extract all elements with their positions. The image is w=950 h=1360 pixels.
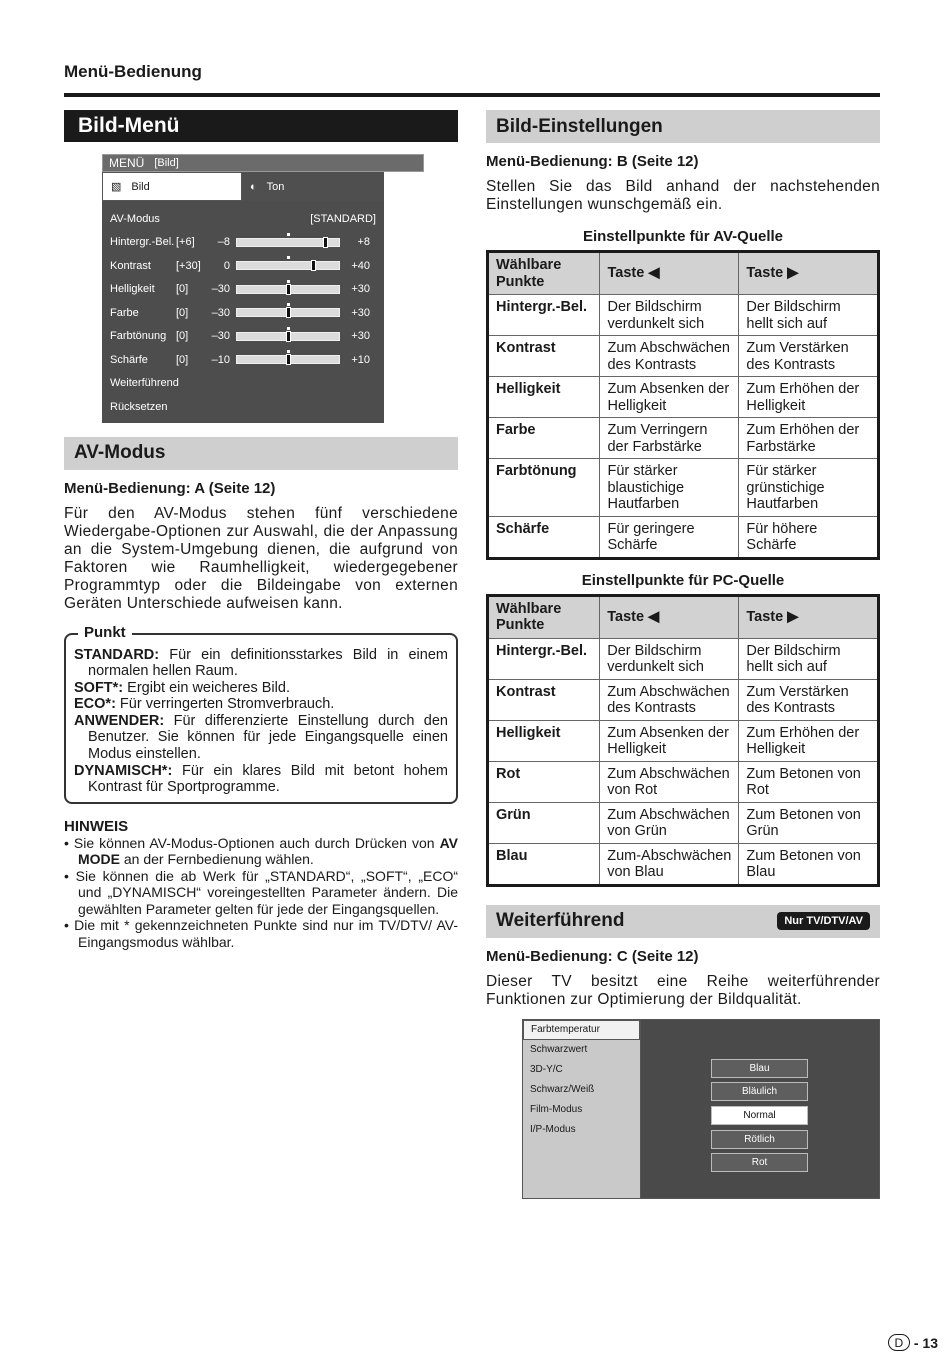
hinweis-b1-pre: Sie können AV-Modus-Optionen auch durch Drücken von	[73, 834, 440, 851]
tv-setting-label: Kontrast	[110, 259, 151, 272]
table-cell: Rot	[488, 761, 600, 802]
table-row	[488, 761, 879, 802]
tv-setting-row	[110, 325, 376, 349]
tv-setting-bar	[236, 285, 340, 294]
tv-setting-value: [0]	[176, 353, 189, 366]
tab-bild-label: Bild	[131, 180, 150, 193]
table-row	[488, 802, 879, 843]
header-rule	[64, 93, 880, 97]
tv-setting-value: [0]	[176, 330, 189, 343]
tab-ton	[242, 172, 384, 201]
table-cell: Farbtönung	[488, 459, 600, 517]
bild-einstellungen-title-text: Bild-Einstellungen	[496, 115, 663, 137]
tv-menu-screenshot	[102, 154, 424, 423]
weiterfuehrend-menu-screenshot	[522, 1019, 880, 1199]
hinweis-b1-post: an der Fernbedienung wählen.	[120, 851, 314, 868]
tv-setting-value: [+6]	[176, 236, 195, 249]
tv-setting-knob	[286, 307, 291, 318]
punkt-item-text: Für ein klares Bild mit betont hohem Kontrast für Sportprogramme.	[88, 762, 448, 796]
table-pc	[486, 594, 880, 887]
weiter-menu-option: Blau	[711, 1059, 808, 1078]
tv-setting-center-mark	[287, 350, 290, 353]
table-cell: Kontrast	[488, 679, 600, 720]
tv-setting-bar	[236, 261, 340, 270]
tv-setting-row	[110, 301, 376, 325]
table-row	[488, 720, 879, 761]
tv-setting-knob	[286, 354, 291, 365]
table-header-cell: Taste ◀	[600, 595, 739, 638]
table-cell: Schärfe	[488, 516, 600, 558]
hinweis-b1-bold: AV MODE	[78, 834, 458, 868]
punkt-item-key: ECO*:	[74, 696, 116, 713]
punkt-item	[74, 696, 448, 713]
weiterfuehrend-sub: Menü-Bedienung: C (Seite 12)	[486, 947, 699, 965]
weiter-menu-item: Schwarzwert	[530, 1044, 588, 1055]
tv-setting-bar	[236, 238, 340, 247]
table-cell: Der Bildschirm hellt sich auf	[739, 295, 879, 336]
table-row	[488, 459, 879, 517]
right-column	[486, 110, 880, 1199]
table-cell: Zum Verstärken des Kontrasts	[739, 336, 879, 377]
table-row	[488, 336, 879, 377]
hinweis-bullet-2: • Sie können die ab Werk für „STANDARD“, „SOFT“, „ECO“ und „DYNAMISCH“ voreingestellten Parameter ändern. Die gewählten Parameter gelten für jede der Eingangsquellen.	[64, 867, 458, 917]
table-cell: Zum Abschwächen von Grün	[600, 802, 739, 843]
table-cell: Hintergr.-Bel.	[488, 638, 600, 679]
table-header-cell: Taste ◀	[600, 252, 739, 295]
table-cell: Der Bildschirm hellt sich auf	[739, 638, 879, 679]
punkt-item-key: SOFT*:	[74, 679, 124, 696]
region-circle-icon: D	[888, 1334, 910, 1351]
table-cell: Für stärker grünstichige Hautfarben	[739, 459, 879, 517]
hinweis-bullet-1: • Sie können AV-Modus-Optionen auch durch Drücken von AV MODE an der Fernbedienung wählen.	[64, 834, 458, 868]
tv-setting-value: [0]	[176, 283, 189, 296]
weiter-menu-option: Rötlich	[711, 1130, 808, 1149]
punkt-box	[64, 623, 458, 804]
tv-setting-center-mark	[287, 327, 290, 330]
table-cell: Farbe	[488, 418, 600, 459]
table-row	[488, 638, 879, 679]
weiterfuehrend-title	[486, 905, 880, 938]
tv-setting-knob	[286, 284, 291, 295]
table-header-cell: Taste ▶	[739, 595, 879, 638]
punkt-item	[74, 763, 448, 796]
weiterfuehrend-row: Weiterführend	[110, 377, 179, 390]
table-cell: Zum-Abschwächen von Blau	[600, 843, 739, 885]
table-cell: Zum Abschwächen des Kontrasts	[600, 336, 739, 377]
tv-setting-min: –30	[211, 306, 230, 319]
table-cell: Für stärker blaustichige Hautfarben	[600, 459, 739, 517]
table-row	[488, 377, 879, 418]
table-cell: Zum Abschwächen von Rot	[600, 761, 739, 802]
hinweis-title: HINWEIS	[64, 817, 129, 835]
punkt-title: Punkt	[78, 624, 132, 641]
page-number	[888, 1334, 938, 1351]
tv-setting-center-mark	[287, 303, 290, 306]
table-cell: Helligkeit	[488, 720, 600, 761]
av-modus-sub: Menü-Bedienung: A (Seite 12)	[64, 479, 276, 497]
left-column	[64, 110, 458, 950]
tab-bild	[102, 172, 242, 201]
table-cell: Zum Erhöhen der Farbstärke	[739, 418, 879, 459]
table-cell: Blau	[488, 843, 600, 885]
tv-setting-center-mark	[287, 280, 290, 283]
tv-setting-min: –10	[211, 353, 230, 366]
weiterfuehrend-title-text: Weiterführend	[496, 910, 625, 931]
tv-only-badge: Nur TV/DTV/AV	[777, 912, 870, 930]
table-cell: Zum Verringern der Farbstärke	[600, 418, 739, 459]
table-cell: Zum Betonen von Rot	[739, 761, 879, 802]
table-cell: Zum Absenken der Helligkeit	[600, 377, 739, 418]
tv-setting-bar	[236, 308, 340, 317]
tv-setting-row	[110, 278, 376, 302]
punkt-item	[74, 713, 448, 763]
tv-setting-row	[110, 348, 376, 372]
weiterfuehrend-para: Dieser TV besitzt eine Reihe weiterführender Funktionen zur Optimierung der Bildqualität.	[486, 972, 880, 1008]
weiter-menu-item: 3D-Y/C	[530, 1064, 563, 1075]
tv-setting-value: [+30]	[176, 259, 201, 272]
tv-setting-knob	[311, 260, 316, 271]
weiterfuehrend-menu-list	[523, 1020, 641, 1198]
tv-setting-min: 0	[223, 259, 230, 272]
tv-menu-sub: [Bild]	[154, 157, 179, 169]
table-cell: Helligkeit	[488, 377, 600, 418]
page-header: Menü-Bedienung	[64, 62, 202, 81]
table-cell: Für geringere Schärfe	[600, 516, 739, 558]
av-modus-value: [STANDARD]	[310, 212, 376, 225]
tv-setting-knob	[323, 237, 328, 248]
tv-setting-max: +10	[351, 353, 370, 366]
punkt-item	[74, 647, 448, 680]
punkt-item-text: Für verringerten Stromverbrauch.	[115, 696, 335, 713]
tv-setting-min: –30	[211, 283, 230, 296]
weiter-menu-item: I/P-Modus	[530, 1124, 576, 1135]
bild-einstellungen-para: Stellen Sie das Bild anhand der nachstehenden Einstellungen wunschgemäß ein.	[486, 178, 880, 213]
table-cell: Für höhere Schärfe	[739, 516, 879, 558]
weiter-menu-option: Bläulich	[711, 1082, 808, 1101]
table-cell: Zum Betonen von Blau	[739, 843, 879, 885]
tv-menu-label: MENÜ	[109, 156, 145, 170]
tv-setting-row	[110, 254, 376, 278]
ruecksetzen-row: Rücksetzen	[110, 400, 168, 413]
tv-menu-topbar	[102, 154, 424, 172]
tv-setting-label: Helligkeit	[110, 283, 155, 296]
hinweis-b3: Die mit * gekennzeichneten Punkte sind nur im TV/DTV/ AV-Eingangsmodus wählbar.	[74, 917, 458, 950]
tv-menu-tabs	[102, 172, 424, 201]
table-av	[486, 250, 880, 560]
table-row	[488, 679, 879, 720]
table-cell: Der Bildschirm verdunkelt sich	[600, 638, 739, 679]
av-modus-title	[64, 437, 458, 470]
table-cell: Zum Verstärken des Kontrasts	[739, 679, 879, 720]
picture-icon: ▧	[111, 181, 122, 193]
punkt-item-text: Für differenzierte Einstellung durch den Benutzer. Sie können für jede Eingangsquelle einen Modus einstellen.	[88, 712, 448, 763]
tv-setting-bar	[236, 355, 340, 364]
tv-setting-label: Schärfe	[110, 353, 148, 366]
table-cell: Zum Abschwächen des Kontrasts	[600, 679, 739, 720]
table-cell: Kontrast	[488, 336, 600, 377]
hinweis-bullet-3: • Die mit * gekennzeichneten Punkte sind nur im TV/DTV/ AV-Eingangsmodus wählbar.	[64, 917, 458, 950]
tv-setting-value: [0]	[176, 306, 189, 319]
punkt-item-key: STANDARD:	[74, 646, 160, 663]
page-number-text: - 13	[913, 1334, 938, 1351]
tab-ton-label: Ton	[266, 180, 285, 193]
table-row	[488, 295, 879, 336]
tv-setting-max: +30	[351, 283, 370, 296]
punkt-item-key: ANWENDER:	[74, 712, 165, 729]
tv-setting-min: –8	[217, 236, 230, 249]
tv-setting-max: +8	[357, 236, 370, 249]
table-pc-caption: Einstellpunkte für PC-Quelle	[581, 571, 785, 589]
tv-setting-center-mark	[287, 256, 290, 259]
tv-setting-max: +40	[351, 259, 370, 272]
tv-setting-max: +30	[351, 330, 370, 343]
table-header-cell: Wählbare Punkte	[488, 595, 600, 638]
table-header-cell: Wählbare Punkte	[488, 252, 600, 295]
punkt-item-key: DYNAMISCH*:	[74, 762, 173, 779]
weiter-menu-item: Film-Modus	[530, 1104, 583, 1115]
punkt-item	[74, 680, 448, 697]
tv-menu-body	[102, 201, 384, 423]
table-cell: Der Bildschirm verdunkelt sich	[600, 295, 739, 336]
tv-setting-knob	[286, 331, 291, 342]
tv-setting-label: Farbtönung	[110, 330, 167, 343]
weiter-menu-option: Normal	[711, 1106, 808, 1125]
weiter-menu-item: Schwarz/Weiß	[530, 1084, 595, 1095]
av-modus-para: Für den AV-Modus stehen fünf verschiedene Wiedergabe-Optionen zur Auswahl, die der Anpassung an die System-Umgebung dienen, die aufgrund von Faktoren wie Raumhelligkeit, wiedergegebener Programmtyp oder die Bildeingabe von externen Geräten Unterschiede aufweisen kann.	[64, 504, 458, 612]
av-modus-row	[110, 207, 376, 231]
table-cell: Hintergr.-Bel.	[488, 295, 600, 336]
table-row	[488, 418, 879, 459]
weiter-menu-item: Farbtemperatur	[523, 1020, 640, 1040]
table-av-caption: Einstellpunkte für AV-Quelle	[582, 228, 784, 245]
table-cell: Zum Betonen von Grün	[739, 802, 879, 843]
bild-einstellungen-sub: Menü-Bedienung: B (Seite 12)	[486, 153, 699, 170]
punkt-item-text: Für ein definitionsstarkes Bild in einem normalen hellen Raum.	[88, 646, 448, 680]
av-modus-title-text: AV-Modus	[74, 442, 166, 463]
tv-setting-label: Farbe	[110, 306, 139, 319]
bild-einstellungen-title	[486, 110, 880, 143]
table-cell: Grün	[488, 802, 600, 843]
tv-setting-min: –30	[211, 330, 230, 343]
table-row	[488, 516, 879, 558]
av-modus-label: AV-Modus	[110, 212, 160, 225]
hinweis-b2: Sie können die ab Werk für „STANDARD“, „SOFT“, „ECO“ und „DYNAMISCH“ voreingestellten Parameter ändern. Die gewählten Parameter gelten für jede der Eingangsquellen.	[75, 867, 458, 917]
table-cell: Zum Erhöhen der Helligkeit	[739, 377, 879, 418]
table-cell: Zum Erhöhen der Helligkeit	[739, 720, 879, 761]
tv-setting-center-mark	[287, 233, 290, 236]
tv-setting-bar	[236, 332, 340, 341]
tv-setting-row	[110, 231, 376, 255]
tv-setting-max: +30	[351, 306, 370, 319]
table-header-cell: Taste ▶	[739, 252, 879, 295]
tv-setting-label: Hintergr.-Bel.	[110, 236, 175, 249]
speaker-icon: ◐	[250, 180, 257, 193]
table-row	[488, 843, 879, 885]
table-cell: Zum Absenken der Helligkeit	[600, 720, 739, 761]
punkt-item-text: Ergibt ein weicheres Bild.	[123, 679, 290, 696]
bild-menu-title: Bild-Menü	[64, 110, 458, 142]
weiter-menu-option: Rot	[711, 1153, 808, 1172]
weiterfuehrend-menu-options	[641, 1020, 879, 1198]
